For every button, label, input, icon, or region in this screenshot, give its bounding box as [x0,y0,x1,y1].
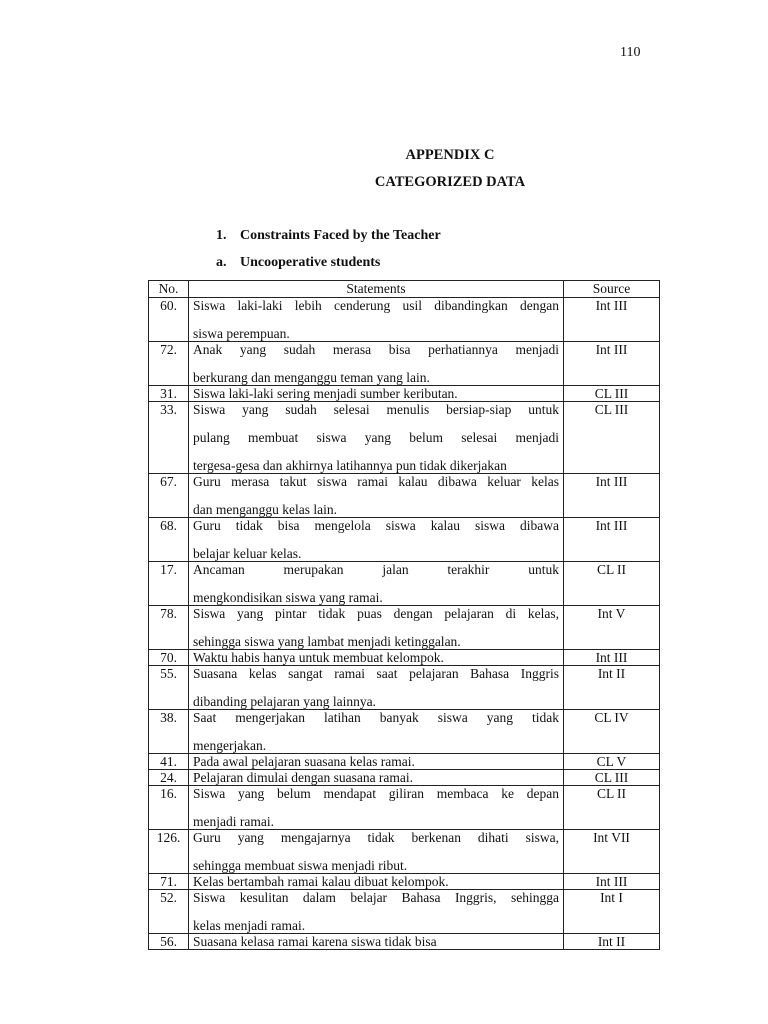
row-source: Int II [564,666,660,710]
row-number: 72. [149,342,189,386]
statement-line: Guru tidak bisa mengelola siswa kalau siswa dibawa [193,518,559,533]
table-row [149,650,660,666]
table-header-row [149,281,660,298]
statement-line: Siswa yang belum mendapat giliran membaca ke depan [193,786,559,801]
header-statements: Statements [189,281,564,298]
table-row [149,562,660,606]
statement-line: Kelas bertambah ramai kalau dibuat kelompok. [193,874,449,889]
statement-line: Siswa laki-laki lebih cenderung usil dibandingkan dengan [193,298,559,313]
row-statement [189,298,564,342]
row-source: Int V [564,606,660,650]
statement-line: Siswa kesulitan dalam belajar Bahasa Inggris, sehingga [193,890,559,905]
statement-line: Suasana kelas sangat ramai saat pelajaran Bahasa Inggris [193,666,559,681]
row-statement [189,342,564,386]
row-number: 78. [149,606,189,650]
table-row [149,342,660,386]
statement-line: tergesa-gesa dan akhirnya latihannya pun tidak dikerjakan [193,458,507,473]
table-body [149,298,660,950]
subsection-heading [216,255,380,271]
table-row [149,890,660,934]
row-source: CL V [564,754,660,770]
row-number: 33. [149,402,189,474]
table-row [149,402,660,474]
row-source: CL III [564,402,660,474]
row-number: 17. [149,562,189,606]
row-statement [189,474,564,518]
subsection-title: Uncooperative students [240,255,381,270]
statement-line: siswa perempuan. [193,326,290,341]
header-source: Source [564,281,660,298]
row-source: CL II [564,786,660,830]
statement-line: Siswa yang sudah selesai menulis bersiap-siap untuk [193,402,559,417]
row-number: 71. [149,874,189,890]
row-number: 31. [149,386,189,402]
subsection-number: a. [216,255,227,270]
table-row [149,606,660,650]
row-source: Int III [564,518,660,562]
statement-line: sehingga siswa yang lambat menjadi ketinggalan. [193,634,461,649]
statement-line: kelas menjadi ramai. [193,918,306,933]
statement-line: Saat mengerjakan latihan banyak siswa yang tidak [193,710,559,725]
row-number: 38. [149,710,189,754]
statement-line: Waktu habis hanya untuk membuat kelompok. [193,650,444,665]
statement-line: berkurang dan menganggu teman yang lain. [193,370,430,385]
statement-line: Pelajaran dimulai dengan suasana ramai. [193,770,414,785]
row-statement [189,650,564,666]
statement-line: Guru yang mengajarnya tidak berkenan dihati siswa, [193,830,559,845]
statement-line: dan menganggu kelas lain. [193,502,337,517]
appendix-title: APPENDIX C [405,147,495,163]
categorized-data-table [148,280,660,950]
row-statement [189,890,564,934]
row-statement [189,934,564,950]
row-statement [189,754,564,770]
statement-line: Siswa yang pintar tidak puas dengan pelajaran di kelas, [193,606,559,621]
row-source: Int III [564,874,660,890]
row-number: 126. [149,830,189,874]
appendix-subtitle: CATEGORIZED DATA [374,174,526,190]
row-number: 67. [149,474,189,518]
row-source: CL III [564,386,660,402]
statement-line: belajar keluar kelas. [193,546,302,561]
page-number: 110 [620,45,641,60]
statement-line: Siswa laki-laki sering menjadi sumber keributan. [193,386,458,401]
statement-line: Ancaman merupakan jalan terakhir untuk [193,562,559,577]
table-row [149,786,660,830]
section-heading [216,228,441,244]
table-row [149,874,660,890]
row-statement [189,386,564,402]
row-number: 56. [149,934,189,950]
statement-line: Anak yang sudah merasa bisa perhatiannya menjadi [193,342,559,357]
table-row [149,754,660,770]
statement-line: mengkondisikan siswa yang ramai. [193,590,383,605]
statement-line: Guru merasa takut siswa ramai kalau dibawa keluar kelas [193,474,559,489]
row-statement [189,830,564,874]
row-statement [189,666,564,710]
row-number: 52. [149,890,189,934]
row-statement [189,770,564,786]
table-row [149,770,660,786]
header-no: No. [149,281,189,298]
row-source: Int III [564,298,660,342]
row-number: 68. [149,518,189,562]
table-row [149,830,660,874]
statement-line: pulang membuat siswa yang belum selesai menjadi [193,430,559,445]
row-number: 16. [149,786,189,830]
row-source: CL II [564,562,660,606]
table-row [149,386,660,402]
table-row [149,474,660,518]
row-number: 60. [149,298,189,342]
table-row [149,518,660,562]
row-source: Int III [564,342,660,386]
row-statement [189,562,564,606]
row-statement [189,518,564,562]
table-row [149,710,660,754]
row-statement [189,786,564,830]
row-number: 24. [149,770,189,786]
row-number: 70. [149,650,189,666]
row-statement [189,874,564,890]
row-statement [189,606,564,650]
table-row [149,934,660,950]
row-source: Int I [564,890,660,934]
row-source: Int VII [564,830,660,874]
statement-line: Suasana kelasa ramai karena siswa tidak bisa [193,934,437,949]
statement-line: Pada awal pelajaran suasana kelas ramai. [193,754,415,769]
statement-line: menjadi ramai. [193,814,274,829]
row-source: Int II [564,934,660,950]
table-row [149,298,660,342]
statement-line: dibanding pelajaran yang lainnya. [193,694,376,709]
statement-line: sehingga membuat siswa menjadi ribut. [193,858,408,873]
row-source: Int III [564,474,660,518]
statement-line: mengerjakan. [193,738,267,753]
row-source: Int III [564,650,660,666]
row-number: 41. [149,754,189,770]
row-source: CL IV [564,710,660,754]
row-statement [189,402,564,474]
row-source: CL III [564,770,660,786]
section-title: Constraints Faced by the Teacher [240,228,441,243]
row-statement [189,710,564,754]
row-number: 55. [149,666,189,710]
section-number: 1. [216,228,227,243]
table-row [149,666,660,710]
